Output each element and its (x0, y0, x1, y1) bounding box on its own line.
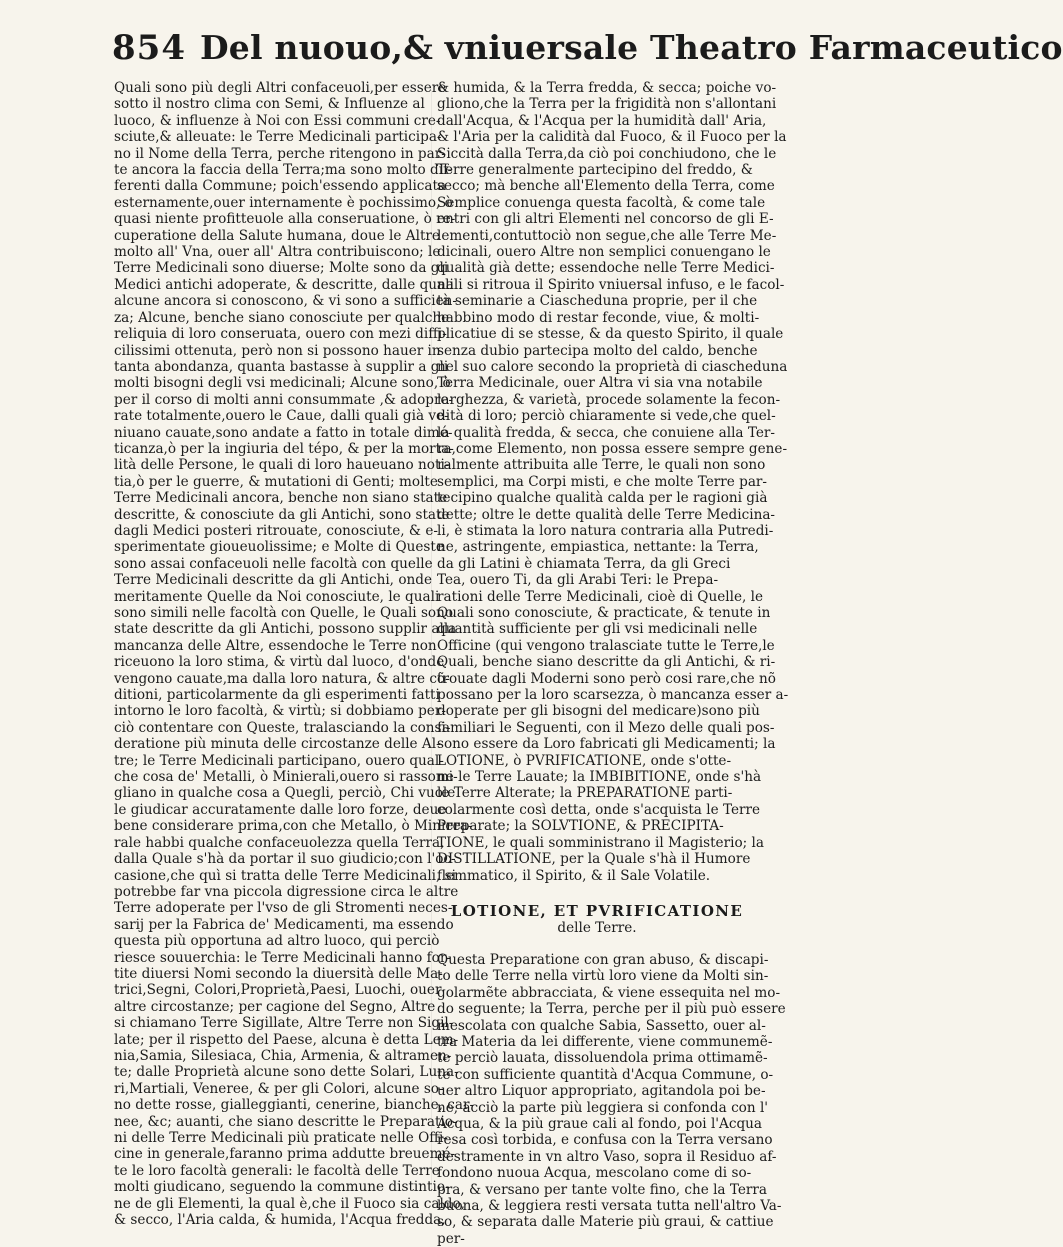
text-line: familiari le Seguenti, con il Mezo delle quali pos- (437, 719, 775, 736)
text-line: sono essere da Loro fabricati gli Medicamenti; la (437, 736, 776, 753)
text-line: ni delle Terre Medicinali più praticate nelle Offi- (114, 1130, 448, 1146)
text-line: descritte, & conosciute da gli Antichi, sono state (114, 506, 450, 523)
text-line: tecipino qualche qualità calda per le ragioni già (437, 490, 768, 507)
text-line: dette; oltre le dette qualità delle Terre Medicina- (437, 506, 776, 523)
text-line: lementi,contuttociò non segue,che alle Terre Me- (437, 227, 777, 244)
text-line: quantità sufficiente per gli vsi medicinali nelle (437, 621, 758, 638)
text-line: cuperatione della Salute humana, doue le Altre (114, 227, 440, 244)
text-line: te ancora la faccia della Terra;ma sono molto dif- (114, 162, 453, 179)
text-line: li, è stimata la loro natura contraria alla Putredi- (437, 522, 774, 539)
text-line: no il Nome della Terra, perche ritengono in par- (114, 145, 446, 162)
text-line: sarij per la Fabrica de' Medicamenti, ma essendo (114, 916, 454, 933)
text-line: colarmente così detta, onde s'acquista le Terre (437, 801, 761, 818)
text-line: Preparate; la SOLVTIONE, & PRECIPITA- (437, 818, 724, 835)
text-line: sotto il nostro clima con Semi, & Influenze al (114, 96, 425, 113)
text-line: ralmente attribuita alle Terre, le quali non sono (437, 457, 766, 474)
text-line: nel suo calore secondo la proprietà di ciascheduna (437, 358, 788, 375)
text-line: te le loro facoltà generali: le facoltà delle Terre (114, 1162, 440, 1179)
text-line: per il corso di molti anni consummate ,& adopre- (114, 391, 454, 408)
text-line: LOTIONE, ò PVRIFICATIONE, onde s'otte- (437, 752, 732, 769)
text-line: Terra Medicinale, ouer Altra vi sia vna notabile (437, 375, 763, 392)
text-line: molto all' Vna, ouer all' Altra contribuiscono; le (114, 244, 441, 261)
text-line: entri con gli altri Elementi nel concorso de gli E- (437, 211, 774, 228)
text-line: alcune ancora si conoscono, & vi sono a sufficien- (114, 293, 457, 310)
text-line: lità delle Persone, le quali di loro haueuano noti- (114, 457, 450, 474)
text-line: vengono cauate,ma dalla loro natura, & altre cõ- (114, 670, 450, 687)
text-line: Terre adoperate per l'vso de gli Stromenti neces- (114, 900, 453, 917)
text-line: Quali sono conosciute, & practicate, & tenute in (437, 605, 771, 621)
text-line: Terre Medicinali sono diuerse; Molte sono da gli (114, 260, 449, 277)
text-line: semplici, ma Corpi misti, e che molte Terre par- (437, 473, 768, 490)
section-heading: LOTIONE, ET PVRIFICATIONE (450, 901, 744, 920)
text-line: tite diuersi Nomi secondo la diuersità delle Ma- (114, 965, 443, 982)
text-line: Semplice conuenga questa facoltà, & come tale (437, 194, 766, 211)
text-line: Terre Medicinali ancora, benche non siano state (114, 490, 448, 507)
text-line: ne, astringente, empiastica, nettante: la Terra, (437, 539, 759, 556)
text-line: late; per il rispetto del Paese, alcuna è detta Lem- (114, 1031, 459, 1048)
text-line: & l'Aria per la calidità dal Fuoco, & il Fuoco per la (437, 129, 787, 146)
text-line: DISTILLATIONE, per la Quale s'hà il Humore (437, 851, 751, 868)
text-line: te; dalle Proprietà alcune sono dette Solari, Luna- (114, 1064, 459, 1081)
text-line: mescolata con qualche Sabia, Sassetto, ouer al- (437, 1017, 766, 1034)
text-line: TIONE, le quali somministrano il Magisterio; la (437, 834, 764, 851)
text-line: ne, acciò la parte più leggiera si confonda con l' (437, 1099, 769, 1116)
text-line: ne le Terre Lauate; la IMBIBITIONE, onde s'hà (437, 769, 762, 786)
text-line: molti giudicano, seguendo la commune distintio- (114, 1179, 450, 1196)
text-line: nee, &c; auanti, che siano descritte le Preparatio- (114, 1113, 458, 1130)
text-line: le giudicar accuratamente dalle loro forze, deue (114, 801, 447, 818)
text-line: & secco, l'Aria calda, & humida, l'Acqua fredda, (114, 1212, 446, 1229)
text-line: la qualità fredda, & secca, che conuiene alla Ter- (437, 424, 775, 441)
text-line: luoco, & influenze à Noi con Essi communi cre- (114, 112, 441, 129)
text-line: deratione più minuta delle circostanze delle Al- (114, 736, 441, 753)
text-line: tre; le Terre Medicinali participano, ouero qual- (114, 752, 444, 769)
text-line: dall'Acqua, & l'Acqua per la humidità dall' Aria, (437, 112, 767, 129)
text-line: Siccità dalla Terra,da ciò poi conchiudono, che le (437, 145, 777, 162)
text-line: esternamente,ouer internamente è pochissimo, ò (114, 194, 453, 211)
text-line: uer altro Liquor appropriato, agitandola poi be- (437, 1083, 766, 1100)
text-line: senza dubio partecipa molto del caldo, benche (437, 342, 758, 359)
right-column (437, 80, 789, 1247)
text-line: za; Alcune, benche siano conosciute per qualche (114, 309, 450, 326)
text-line: dità di loro; perciò chiaramente si vede,che quel- (437, 408, 776, 425)
text-line: altre circostanze; per cagione del Segno, Altre (114, 998, 436, 1015)
text-line: habbino modo di restar feconde, viue, & molti- (437, 309, 760, 326)
section-body (437, 951, 786, 1247)
text-line: mancanza delle Altre, essendoche le Terre non (114, 637, 437, 654)
text-line: rationi delle Terre Medicinali, cioè di Quelle, le (437, 588, 764, 605)
text-line: Terre generalmente partecipino del freddo, & (437, 162, 753, 179)
text-line: to delle Terre nella virtù loro viene da Molti sin- (437, 968, 769, 985)
text-line: nia,Samia, Silesiaca, Chia, Armenia, & altramen- (114, 1047, 452, 1064)
text-line: sono simili nelle facoltà con Quelle, le Quali sono (114, 605, 454, 621)
text-line: rale habbi qualche confaceuolezza quella Terra, (114, 834, 445, 851)
text-line: le Terre Alterate; la PREPARATIONE parti- (437, 785, 733, 802)
text-line: ne de gli Elementi, la qual è,che il Fuoco sia caldo, (114, 1195, 465, 1212)
text-line: Tea, ouero Ti, da gli Arabi Teri: le Prepa- (437, 572, 719, 589)
text-line: so, & separata dalle Materie più graui, & cattiue (437, 1214, 774, 1231)
text-line: tà seminarie a Ciascheduna proprie, per il che (437, 293, 758, 310)
text-line: te con sufficiente quantità d'Acqua Commune, o- (437, 1066, 774, 1083)
text-line: bene considerare prima,con che Metallo, ò Miniera- (114, 818, 473, 835)
text-line: molti bisogni degli vsi medicinali; Alcune sono, ò (114, 375, 451, 392)
text-line: state descritte da gli Antichi, possono supplir alla (114, 621, 457, 638)
text-line: Medici antichi adoperate, & descritte, dalle quali (114, 276, 454, 293)
text-line: ri,Martiali, Veneree, & per gli Colori, alcune so- (114, 1080, 444, 1097)
text-line: Officine (qui vengono tralasciate tutte le Terre,le (437, 637, 775, 654)
left-column (114, 80, 475, 1229)
text-line: doperate per gli bisogni del medicare)sono più (437, 703, 760, 720)
text-line: tra Materia da lei differente, viene communemẽ- (437, 1033, 773, 1050)
text-line: Acqua, & la più graue cali al fondo, poi l'Acqua (437, 1115, 763, 1132)
text-line: secco; mà benche all'Elemento della Terra, come (437, 178, 775, 195)
text-line: trici,Segni, Colori,Proprietà,Paesi, Luochi, ouer (114, 982, 442, 999)
right-column-text (437, 80, 789, 884)
text-line: fondono nuoua Acqua, mescolano come di so- (437, 1165, 752, 1182)
page-header (112, 28, 1063, 78)
text-line: potrebbe far vna piccola digressione circa le altre (114, 883, 459, 900)
text-line: Quali sono più degli Altri confaceuoli,per essere (114, 80, 447, 96)
text-line: riceuono la loro stima, & virtù dal luoco, d'onde (114, 654, 445, 671)
text-line: cilissimi ottenuta, però non si possono hauer in (114, 342, 441, 359)
text-line: da gli Latini è chiamata Terra, da gli Greci (437, 555, 731, 572)
text-line: dalla Quale s'hà da portar il suo giudicio;con l'oc- (114, 851, 456, 868)
text-line: riesce souuerchia: le Terre Medicinali hanno for- (114, 949, 451, 966)
text-line: quasi niente profitteuole alla conseruatione, ò re- (114, 211, 456, 228)
text-line: Terre Medicinali descritte da gli Antichi, onde (114, 572, 433, 589)
text-line: dagli Medici posteri ritrouate, conosciute, & e- (114, 522, 438, 539)
text-line: niuano cauate,sono andate a fatto in totale dimé- (114, 424, 453, 441)
text-line: no dette rosse, gialleggianti, cenerine, bianche, car- (114, 1097, 475, 1114)
text-line: casione,che quì si tratta delle Terre Medicinali, si (114, 867, 456, 884)
text-line: ciò contentare con Queste, tralasciando la consi- (114, 719, 451, 736)
text-line: Questa Preparatione con gran abuso, & discapi- (437, 951, 769, 968)
text-line: dicinali, ouero Altre non semplici conuengano le (437, 244, 771, 261)
text-line: do seguente; la Terra, perche per il più può essere (437, 1001, 786, 1018)
text-line: nali si ritroua il Spirito vniuersal infuso, e le facol- (437, 276, 785, 293)
text-line: resa così torbida, e confusa con la Terra versano (437, 1132, 773, 1149)
text-line: reliquia di loro conseruata, ouero con mezi diffi- (114, 326, 447, 343)
text-line: Quali, benche siano descritte da gli Antichi, & ri- (437, 654, 776, 671)
text-line: cine in generale,faranno prima addutte breuemé- (114, 1146, 456, 1163)
text-line: ticanza,ò per la ingiuria del tépo, & per la morta- (114, 440, 454, 457)
text-line: ra,come Elemento, non possa essere sempre gene- (437, 440, 788, 457)
text-line: & humida, & la Terra fredda, & secca; poiche vo- (437, 80, 777, 96)
text-line: pra, & versano per tante volte fino, che la Terra (437, 1181, 767, 1198)
text-line: larghezza, & varietà, procede solamente la fecon- (437, 391, 781, 408)
text-line: per- (437, 1230, 465, 1247)
text-line: destramente in vn altro Vaso, sopra il Residuo af- (437, 1148, 777, 1165)
text-line: te perciò lauata, dissoluendola prima ottimamẽ- (437, 1050, 768, 1067)
text-line: trouate dagli Moderni sono però cosi rare,che nõ (437, 670, 776, 687)
text-line: ditioni, particolarmente da gli esperimenti fatti (114, 687, 440, 704)
text-line: gliono,che la Terra per la frigidità non s'allontani (437, 96, 777, 113)
text-line: che cosa de' Metalli, ò Minierali,ouero si rassomi- (114, 769, 458, 786)
text-line: questa più opportuna ad altro luoco, qui perciò (114, 933, 440, 950)
text-line: intorno le loro facoltà, & virtù; si dobbiamo per- (114, 703, 446, 720)
text-line: ferenti dalla Commune; poich'essendo applicata (114, 178, 447, 195)
text-line: si chiamano Terre Sigillate, Altre Terre non Sigil- (114, 1015, 454, 1032)
text-line: gliano in qualche cosa a Quegli, perciò, Chi vuole (114, 785, 456, 802)
text-line: tanta abondanza, quanta bastasse à supplir a gli (114, 358, 449, 375)
text-line: meritamente Quelle da Noi conosciute, le quali (114, 588, 440, 605)
text-line: qualità già dette; essendoche nelle Terre Medici- (437, 260, 775, 277)
text-line: flemmatico, il Spirito, & il Sale Volatile. (437, 867, 711, 884)
text-line: buona, & leggiera resti versata tutta nell'altro Va- (437, 1198, 782, 1214)
section-subheading: delle Terre. (557, 919, 637, 936)
text-line: possano per la loro scarsezza, ò mancanza esser a- (437, 687, 789, 704)
text-line: golarmẽte abbracciata, & viene essequita nel mo- (437, 984, 781, 1001)
text-line: sperimentate gioueuolissime; e Molte di Queste (114, 539, 444, 556)
page-number: 854 (112, 28, 186, 68)
text-line: sciute,& alleuate: le Terre Medicinali participa- (114, 129, 442, 146)
text-line: sono assai confaceuoli nelle facoltà con quelle (114, 555, 433, 572)
text-line: plicatiue di se stesse, & da questo Spirito, il quale (437, 326, 784, 343)
running-title: Del nuouo,& vniuersale Theatro Farmaceutico (199, 28, 1063, 67)
text-line: tia,ò per le guerre, & mutationi di Genti; molte (114, 473, 438, 490)
text-line: rate totalmente,ouero le Caue, dalli quali già ve- (114, 408, 449, 425)
